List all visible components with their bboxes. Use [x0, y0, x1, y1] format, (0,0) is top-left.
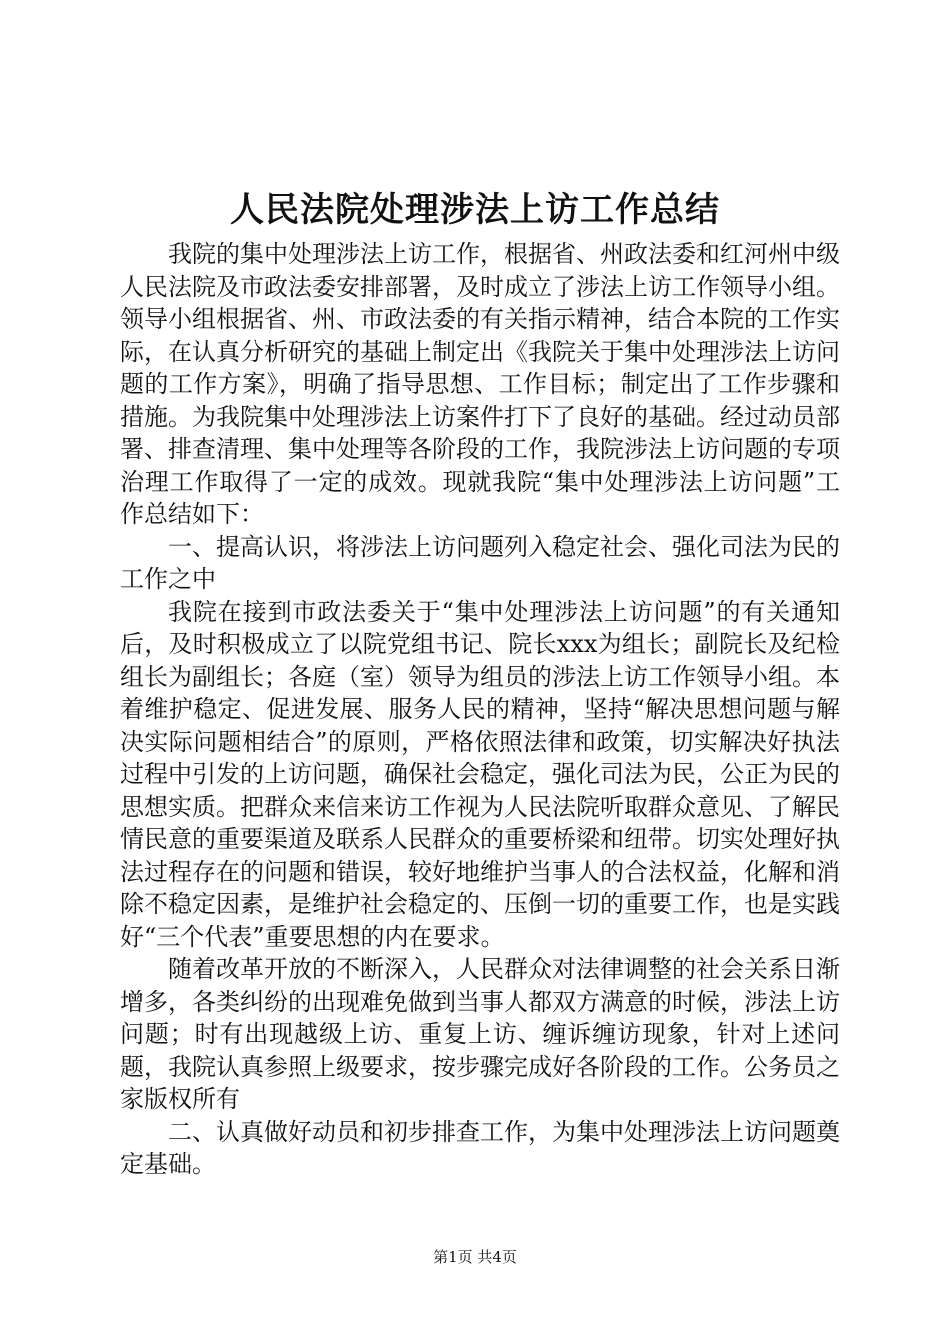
paragraph-intro: 我院的集中处理涉法上访工作，根据省、州政法委和红河州中级人民法院及市政法委安排部署，及时成立了涉法上访工作领导小组。领导小组根据省、州、市政法委的有关指示精神，结合本院的工作实际，在认真分析研究的基础上制定出《我院关于集中处理涉法上访问题的工作方案》，明确了指导思想、工作目标；制定出了工作步骤和措施。为我院集中处理涉法上访案件打下了良好的基础。经过动员部署、排查清理、集中处理等各阶段的工作，我院涉法上访问题的专项治理工作取得了一定的成效。现就我院“集中处理涉法上访问题”工作总结如下：	[120, 240, 840, 528]
document-title: 人民法院处理涉法上访工作总结	[230, 190, 720, 230]
paragraph-section-1-body: 我院在接到市政法委关于“集中处理涉法上访问题”的有关通知后，及时积极成立了以院党组书记、院长xxx为组长；副院长及纪检组长为副组长；各庭（室）领导为组员的涉法上访工作领导小组。本着维护稳定、促进发展、服务人民的精神，坚持“解决思想问题与解决实际问题相结合”的原则，严格依照法律和政策，切实解决好执法过程中引发的上访问题，确保社会稳定，强化司法为民，公正为民的思想实质。把群众来信来访工作视为人民法院听取群众意见、了解民情民意的重要渠道及联系人民群众的重要桥梁和纽带。切实处理好执法过程存在的问题和错误，较好地维护当事人的合法权益，化解和消除不稳定因素，是维护社会稳定的、压倒一切的重要工作，也是实践好“三个代表”重要思想的内在要求。	[120, 597, 840, 951]
document-body	[120, 238, 840, 1181]
paragraph-section-1-heading: 一、提高认识，将涉法上访问题列入稳定社会、强化司法为民的工作之中	[120, 532, 840, 593]
paragraph-section-1-body-2: 随着改革开放的不断深入，人民群众对法律调整的社会关系日渐增多，各类纠纷的出现难免做到当事人都双方满意的时候，涉法上访问题；时有出现越级上访、重复上访、缠诉缠访现象，针对上述问题，我院认真参照上级要求，按步骤完成好各阶段的工作。公务员之家版权所有	[120, 955, 840, 1113]
page-number-footer: 第1页 共4页	[433, 1248, 517, 1266]
paragraph-section-2-heading: 二、认真做好动员和初步排查工作，为集中处理涉法上访问题奠定基础。	[120, 1117, 840, 1178]
